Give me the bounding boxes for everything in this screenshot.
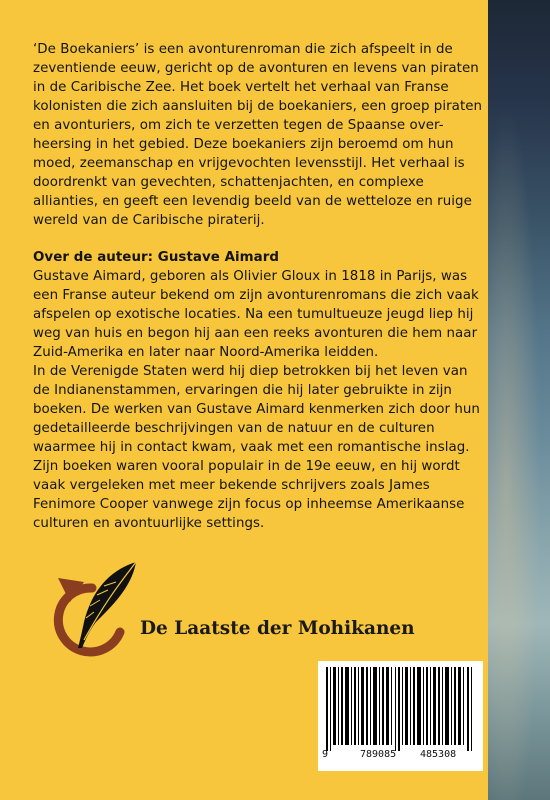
isbn-barcode: [318, 661, 483, 771]
series-title: De Laatste der Mohikanen: [140, 618, 415, 639]
book-description: ‘De Boekaniers’ is een avonturenroman die zich afspeelt in de zeventiende eeuw, gericht op de avonturen en levens van piraten in de Caribische Zee. Het boek vertelt het verhaal van Franse kolonisten die zich aansluiten bij de boekaniers, een groep piraten en avonturiers, om zich te verzetten tegen de Spaanse over-heersing in het gebied. Deze boekaniers zijn beroemd om hun moed, zeemanschap en vrijgevochten levensstijl. Het verhaal is doordrenkt van gevechten, schattenjachten, en complexe allianties, en geeft een levendig beeld van de wetteloze en ruige wereld van de Caribische piraterij.: [33, 42, 483, 228]
author-bio-paragraph-2: In de Verenigde Staten werd hij diep betrokken bij het leven van de Indianenstammen, ervaringen die hij later gebruikte in zijn boeken. De werken van Gustave Aimard kenmerken zich door hun gedetailleerde beschrijvingen van de natuur en de culturen waarmee hij in contact kwam, vaak met een romantische inslag. Zijn boeken waren vooral populair in de 19e eeuw, en hij wordt vaak vergeleken met meer bekende schrijvers zoals James Fenimore Cooper vanwege zijn focus op inheemse Amerikaanse culturen en avontuurlijke settings.: [33, 364, 480, 531]
barcode-bars: [322, 667, 479, 751]
isbn-group-1: 789085: [360, 749, 397, 760]
author-heading: Over de auteur: Gustave Aimard: [33, 250, 280, 265]
cover-spine-image: [488, 0, 550, 800]
isbn-digit-prefix: 9: [322, 749, 329, 760]
author-bio-paragraph-1: Gustave Aimard, geboren als Olivier Gloux in 1818 in Parijs, was een Franse auteur bekend om zijn avonturenromans die zich vaak afspelen op exotische locaties. Na een tumultueuze jeugd liep hij weg van huis en begon hij aan een reeks avonturen die hem naar Zuid-Amerika en later naar Noord-Amerika leidden.: [33, 269, 479, 360]
publisher-logo: [40, 560, 460, 670]
blurb-text: [33, 40, 483, 533]
isbn-group-2: 485308: [420, 749, 457, 760]
spine-sky-haze: [488, 0, 550, 800]
quill-with-circular-arrow-icon: [40, 560, 150, 670]
